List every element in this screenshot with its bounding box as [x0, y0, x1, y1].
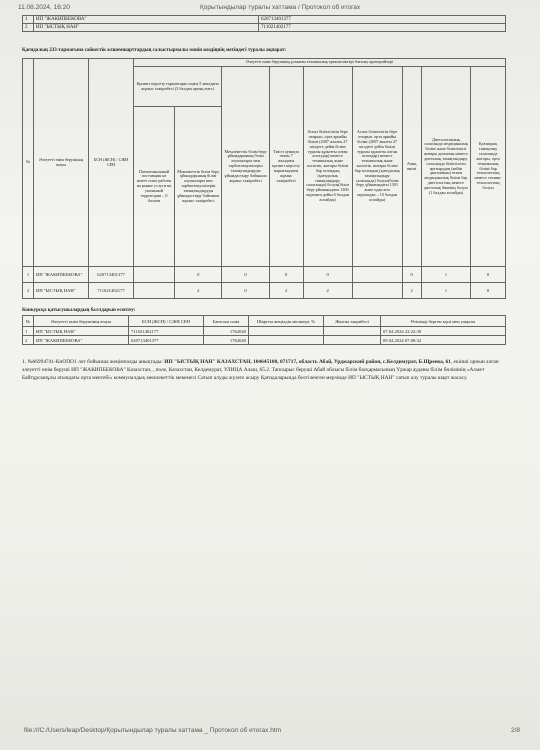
file-path: file:///C:/Users/leap/Desktop/Қорытындылар туралы хаттама _ Протокол об итогах.htm [24, 727, 282, 734]
criteria-group-header: Әлеуетті өнім берушінің ұсынған техникалық ерекшеліктері бағалау критерийлері [134, 59, 506, 67]
print-datetime: 11.08.2024, 16:20 [18, 4, 70, 11]
criteria-section-title: Қағидалың 233-тармағына сәйкестік өлшемшарттардың салыстырмалы мәнін көздіңнің мәтіндегі туралы ақпарат: [22, 48, 287, 53]
document-title: Қорытындылар туралы хаттама / Протокол об итогах [200, 4, 361, 11]
table-row: 1 ИП "ЫСТЫҚ НАН" 711021402177 1762040 07.04.2024 22:22:39 [23, 327, 506, 336]
scoring-section-title: Конкурсқа қатысушылардың баллдарын есептеу: [22, 308, 136, 313]
table-row: 2 ИП "ЫСТЫҚ НАН" 711021402177 [23, 24, 506, 32]
page-number: 2/8 [511, 727, 521, 734]
winner-info: ИП "ЫСТЫҚ НАН" КАЗАХСТАН, 104645100, 071717, область Абай, Урджарский район, с.Келдимурат, Б.Щреева, 61 [164, 359, 451, 365]
table-row: 2 ИП "ЫСТЫҚ НАН" 711021402177 2 0 2 2 2 1 0 [23, 283, 506, 299]
protocol-text: 1. №66994741-КнОПО1 лот бойынша жеңімпазды анықтады: ИП "ЫСТЫҚ НАН" КАЗАХСТАН, 104645100, 071717, область Абай, Урджарский район, с.Келдимурат, Б.Щреева, 61, екінші орнын алған әлеуетті өнім беруші ИП "ЖАКИПБЕКОВА" Казахстан, , поле, Казахстан, Келдемурат, УЛИЦА Алаш, 65.2. Тапсырыс беруші Абай облысы білім басқармасының Үржар ауданы білім бөлімінің «Ахмет Байтұрсынұлы атындағы орта мектебі» коммуналдық мемлекеттік мекемесі Сатып алуды жүзеге асыру Қағидаларында белгіленген мерзімде ИП "ЫСТЫҚ НАН" сатып алу туралы шарт жасасу. [22, 359, 499, 381]
table-row: 2 ИП "ЖАКИПБЕКОВА" 620713401377 1762040 09.04.2024 07:08:32 [23, 336, 506, 345]
table-row: 1 ИП "ЖАКИПБЕКОВА" 620713401377 0 0 0 0 0 1 0 [23, 267, 506, 283]
criteria-table: № Әлеуетті өнім берушінің атауы БСН (ЖСН) / СЖН СЕН Әлеуетті өнім берушінің ұсынған техникалық ерекшеліктері бағалау критерийлері Қызмет көрсету ғарыштары соңғы 5 жылдағы жұмыс тәжірибесі (5 балдан артық емес) Мемлекеттік білім беру ұйымдарының білім алушылары мен тәрбиеленушілерін тамақтандыруды ұйымдастыру бойынша жұмыс тәжірибесі Тиісті аумақта өткен 7 жылдағы қызмет көрсету нарығындағы жұмыс тәжірибесі Аспаз біліктілігін бере отырып, орта арнайы білімі (2007 жылғы 27 шілдеге дейін білімі туралы құжатты алған аспаздар) немесе техникалық және кәсіптік, жоғары білімі бар аспаздың (қағидалық тамақтандыру саласында) болуы(білім беру ұйымындағы 1300 оқушыға дейін 6 балдан аспайды) Аспаз біліктілігін бере отырып, орта арнайы білімі (2007 жылғы 27 шілдеге дейін білімі туралы құжатты алған аспаздар) немесе техникалық және кәсіптік, жоғары білімі бар аспаздың (қағидалық тамақтандыру саласында) болуы(білім беру ұйымындағы 1301 және одан көп оқушыдан – 10 балдан аспайды) Азық өнімі Диетологиялық саласында медициналық білімі және біліктілікті жоғары дипломы немесе диеталық тамақтандыру саласында біліктілігін арттырудан (кейін дипломнан) өткен медициналық білімі бар диетологтың немесе диеталық бикенің болуы (1 балдан аспайды) Қоғамдық тамақтану саласында жоғары, орта техникалық білімі бар технологтың немесе техник-технологтың болуы Патентинальный поставщик не имеет опыт работы на рынке услуги на указанной территории – 0 баллов Мемлекеттік білім беру ұйымдарының білім алушылары мен тәрбиеленушілерін тамақтандыруды ұйымдастыру бойынша жұмыс тәжірибесі 1 ИП "ЖАКИПБЕКОВА" 620713401377 0 0 0 0 0 1 0 2 ИП "ЫСТЫҚ НАН" 711021402177 2 0 2 2 2 1 0 [22, 58, 506, 299]
participants-table [22, 15, 506, 32]
scoring-table: № Әлеуетті өнім берушінің атауы БСН (ЖСН) / СЖН СЕН Бағасын сома Шартты жеңілдік мөлшері, % Жалпы тәкрибесі Өтінімді берген күні мен уақыты 1 ИП "ЫСТЫҚ НАН" 711021402177 1762040 07.04.2024 22:22:39 2 ИП "ЖАКИПБЕКОВА" 620713401377 1762040 09.04.2024 07:08:32 [22, 315, 506, 345]
table-row: 1 ИП "ЖАКИПБЕКОВА" 620713401377 [23, 16, 506, 24]
